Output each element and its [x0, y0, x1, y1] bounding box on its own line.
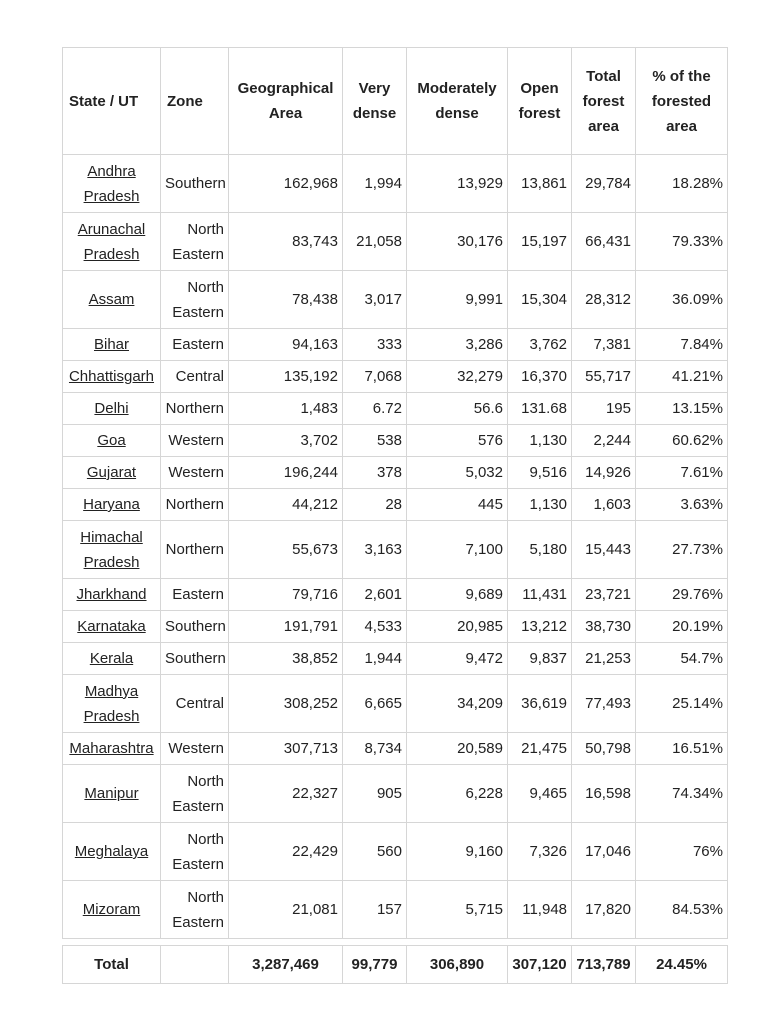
geo-area-cell: 22,429: [229, 823, 343, 881]
very-dense-cell: 2,601: [343, 579, 407, 611]
zone-cell: Eastern: [161, 329, 229, 361]
mod-dense-cell: 9,160: [407, 823, 508, 881]
mod-dense-cell: 20,589: [407, 733, 508, 765]
total-forest-cell: 50,798: [572, 733, 636, 765]
very-dense-cell: 378: [343, 457, 407, 489]
table-row: [63, 425, 728, 457]
mod-dense-cell: 445: [407, 489, 508, 521]
open-forest-cell: 7,326: [508, 823, 572, 881]
mod-dense-cell: 9,472: [407, 643, 508, 675]
zone-cell: Western: [161, 457, 229, 489]
state-link[interactable]: Delhi: [94, 400, 129, 417]
state-link[interactable]: Himachal Pradesh: [80, 528, 143, 571]
mod-dense-cell: 20,985: [407, 611, 508, 643]
state-link[interactable]: Chhattisgarh: [68, 368, 155, 385]
open-forest-cell: 5,180: [508, 521, 572, 579]
very-dense-cell: 3,163: [343, 521, 407, 579]
pct-cell: 27.73%: [636, 521, 728, 579]
open-forest-cell: 11,948: [508, 881, 572, 939]
table-row: [63, 823, 728, 881]
pct-cell: 36.09%: [636, 271, 728, 329]
open-forest-cell: 36,619: [508, 675, 572, 733]
table-header-row: [63, 48, 728, 155]
state-cell: [63, 765, 161, 823]
open-forest-cell: 131.68: [508, 393, 572, 425]
open-forest-cell: 16,370: [508, 361, 572, 393]
zone-cell: Central: [161, 361, 229, 393]
very-dense-cell: 333: [343, 329, 407, 361]
state-cell: [63, 213, 161, 271]
total-row: [63, 946, 728, 984]
state-cell: [63, 361, 161, 393]
pct-cell: 54.7%: [636, 643, 728, 675]
table-row: [63, 881, 728, 939]
geo-area-cell: 83,743: [229, 213, 343, 271]
total-forest-cell: 7,381: [572, 329, 636, 361]
table-row: [63, 579, 728, 611]
geo-area-cell: 78,438: [229, 271, 343, 329]
geo-area-cell: 22,327: [229, 765, 343, 823]
pct-cell: 84.53%: [636, 881, 728, 939]
state-cell: [63, 643, 161, 675]
geo-area-cell: 307,713: [229, 733, 343, 765]
zone-cell: North Eastern: [161, 765, 229, 823]
zone-cell: Central: [161, 675, 229, 733]
open-forest-cell: 13,861: [508, 155, 572, 213]
very-dense-cell: 3,017: [343, 271, 407, 329]
state-cell: [63, 881, 161, 939]
zone-cell: Western: [161, 733, 229, 765]
zone-cell: Northern: [161, 489, 229, 521]
zone-cell: North Eastern: [161, 823, 229, 881]
state-link[interactable]: Haryana: [83, 496, 140, 513]
table-row: [63, 329, 728, 361]
mod-dense-cell: 34,209: [407, 675, 508, 733]
zone-cell: North Eastern: [161, 213, 229, 271]
total-forest-cell: 55,717: [572, 361, 636, 393]
state-link[interactable]: Bihar: [93, 336, 130, 353]
very-dense-cell: 1,944: [343, 643, 407, 675]
geo-area-cell: 308,252: [229, 675, 343, 733]
geo-area-cell: 44,212: [229, 489, 343, 521]
state-cell: [63, 489, 161, 521]
zone-cell: Southern: [161, 643, 229, 675]
mod-dense-cell: 32,279: [407, 361, 508, 393]
state-link[interactable]: Meghalaya: [74, 843, 149, 860]
very-dense-cell: 21,058: [343, 213, 407, 271]
table-row: [63, 489, 728, 521]
total-forest-cell: 28,312: [572, 271, 636, 329]
pct-cell: 29.76%: [636, 579, 728, 611]
geo-area-cell: 94,163: [229, 329, 343, 361]
open-forest-cell: 9,837: [508, 643, 572, 675]
very-dense-cell: 1,994: [343, 155, 407, 213]
header-state: State / UT: [63, 48, 161, 155]
state-cell: [63, 457, 161, 489]
total-forest-cell: 1,603: [572, 489, 636, 521]
total-label: Total: [63, 946, 161, 984]
table-row: [63, 271, 728, 329]
state-link[interactable]: Assam: [88, 291, 135, 308]
very-dense-cell: 28: [343, 489, 407, 521]
state-cell: [63, 823, 161, 881]
geo-area-cell: 21,081: [229, 881, 343, 939]
open-forest-cell: 15,197: [508, 213, 572, 271]
state-link[interactable]: Arunachal Pradesh: [77, 220, 146, 263]
very-dense-cell: 538: [343, 425, 407, 457]
zone-cell: Northern: [161, 521, 229, 579]
state-cell: [63, 579, 161, 611]
open-forest-cell: 11,431: [508, 579, 572, 611]
geo-area-cell: 1,483: [229, 393, 343, 425]
spacer-row: [63, 939, 728, 946]
state-cell: [63, 675, 161, 733]
pct-cell: 41.21%: [636, 361, 728, 393]
table-row: [63, 213, 728, 271]
total-forest-area: 713,789: [572, 946, 636, 984]
very-dense-cell: 560: [343, 823, 407, 881]
total-forest-cell: 66,431: [572, 213, 636, 271]
total-forest-cell: 38,730: [572, 611, 636, 643]
mod-dense-cell: 9,689: [407, 579, 508, 611]
table-row: [63, 155, 728, 213]
header-mod-dense: Moderately dense: [407, 48, 508, 155]
mod-dense-cell: 13,929: [407, 155, 508, 213]
state-cell: [63, 329, 161, 361]
header-pct: % of the forested area: [636, 48, 728, 155]
forest-cover-table: [62, 47, 728, 984]
pct-cell: 79.33%: [636, 213, 728, 271]
very-dense-cell: 6,665: [343, 675, 407, 733]
open-forest-cell: 13,212: [508, 611, 572, 643]
mod-dense-cell: 3,286: [407, 329, 508, 361]
mod-dense-cell: 5,715: [407, 881, 508, 939]
table-row: [63, 643, 728, 675]
table-row: [63, 457, 728, 489]
open-forest-cell: 15,304: [508, 271, 572, 329]
mod-dense-cell: 7,100: [407, 521, 508, 579]
table-row: [63, 611, 728, 643]
geo-area-cell: 135,192: [229, 361, 343, 393]
state-link[interactable]: Madhya Pradesh: [83, 682, 140, 725]
state-link[interactable]: Andhra Pradesh: [83, 162, 140, 205]
zone-cell: Southern: [161, 611, 229, 643]
zone-cell: Western: [161, 425, 229, 457]
pct-cell: 60.62%: [636, 425, 728, 457]
pct-cell: 76%: [636, 823, 728, 881]
state-cell: [63, 521, 161, 579]
forest-table-viewport[interactable]: [62, 47, 723, 987]
very-dense-cell: 157: [343, 881, 407, 939]
pct-cell: 18.28%: [636, 155, 728, 213]
state-link[interactable]: Kerala: [89, 650, 134, 667]
total-very-dense: 99,779: [343, 946, 407, 984]
open-forest-cell: 21,475: [508, 733, 572, 765]
state-cell: [63, 271, 161, 329]
mod-dense-cell: 9,991: [407, 271, 508, 329]
geo-area-cell: 191,791: [229, 611, 343, 643]
state-cell: [63, 155, 161, 213]
mod-dense-cell: 6,228: [407, 765, 508, 823]
header-total-forest: Total forest area: [572, 48, 636, 155]
mod-dense-cell: 56.6: [407, 393, 508, 425]
state-link[interactable]: Gujarat: [86, 464, 137, 481]
open-forest-cell: 1,130: [508, 425, 572, 457]
very-dense-cell: 7,068: [343, 361, 407, 393]
state-link[interactable]: Jharkhand: [76, 586, 147, 603]
pct-cell: 13.15%: [636, 393, 728, 425]
table-row: [63, 733, 728, 765]
pct-cell: 25.14%: [636, 675, 728, 733]
header-open-forest: Open forest: [508, 48, 572, 155]
table-row: [63, 521, 728, 579]
mod-dense-cell: 30,176: [407, 213, 508, 271]
geo-area-cell: 79,716: [229, 579, 343, 611]
total-forest-cell: 17,046: [572, 823, 636, 881]
very-dense-cell: 6.72: [343, 393, 407, 425]
total-forest-cell: 21,253: [572, 643, 636, 675]
geo-area-cell: 55,673: [229, 521, 343, 579]
total-forest-cell: 195: [572, 393, 636, 425]
table-row: [63, 393, 728, 425]
total-forest-cell: 2,244: [572, 425, 636, 457]
total-pct: 24.45%: [636, 946, 728, 984]
zone-cell: North Eastern: [161, 881, 229, 939]
header-zone: Zone: [161, 48, 229, 155]
total-open-forest: 307,120: [508, 946, 572, 984]
mod-dense-cell: 5,032: [407, 457, 508, 489]
pct-cell: 20.19%: [636, 611, 728, 643]
very-dense-cell: 8,734: [343, 733, 407, 765]
state-link[interactable]: Mizoram: [82, 901, 141, 918]
zone-cell: Eastern: [161, 579, 229, 611]
state-cell: [63, 733, 161, 765]
state-cell: [63, 425, 161, 457]
total-forest-cell: 23,721: [572, 579, 636, 611]
state-link[interactable]: Goa: [97, 432, 126, 449]
total-forest-cell: 17,820: [572, 881, 636, 939]
open-forest-cell: 1,130: [508, 489, 572, 521]
pct-cell: 16.51%: [636, 733, 728, 765]
state-link[interactable]: Manipur: [84, 785, 139, 802]
pct-cell: 74.34%: [636, 765, 728, 823]
state-cell: [63, 393, 161, 425]
table-row: [63, 361, 728, 393]
header-geo-area: Geographical Area: [229, 48, 343, 155]
very-dense-cell: 905: [343, 765, 407, 823]
pct-cell: 7.61%: [636, 457, 728, 489]
state-link[interactable]: Maharashtra: [69, 740, 154, 757]
geo-area-cell: 196,244: [229, 457, 343, 489]
state-cell: [63, 611, 161, 643]
total-zone: [161, 946, 229, 984]
very-dense-cell: 4,533: [343, 611, 407, 643]
geo-area-cell: 3,702: [229, 425, 343, 457]
total-forest-cell: 16,598: [572, 765, 636, 823]
pct-cell: 3.63%: [636, 489, 728, 521]
total-forest-cell: 77,493: [572, 675, 636, 733]
table-row: [63, 765, 728, 823]
total-geo: 3,287,469: [229, 946, 343, 984]
state-link[interactable]: Karnataka: [77, 618, 146, 635]
table-row: [63, 675, 728, 733]
geo-area-cell: 38,852: [229, 643, 343, 675]
pct-cell: 7.84%: [636, 329, 728, 361]
zone-cell: North Eastern: [161, 271, 229, 329]
total-mod-dense: 306,890: [407, 946, 508, 984]
header-very-dense: Very dense: [343, 48, 407, 155]
open-forest-cell: 9,465: [508, 765, 572, 823]
zone-cell: Northern: [161, 393, 229, 425]
open-forest-cell: 3,762: [508, 329, 572, 361]
total-forest-cell: 15,443: [572, 521, 636, 579]
geo-area-cell: 162,968: [229, 155, 343, 213]
total-forest-cell: 29,784: [572, 155, 636, 213]
zone-cell: Southern: [161, 155, 229, 213]
open-forest-cell: 9,516: [508, 457, 572, 489]
mod-dense-cell: 576: [407, 425, 508, 457]
total-forest-cell: 14,926: [572, 457, 636, 489]
